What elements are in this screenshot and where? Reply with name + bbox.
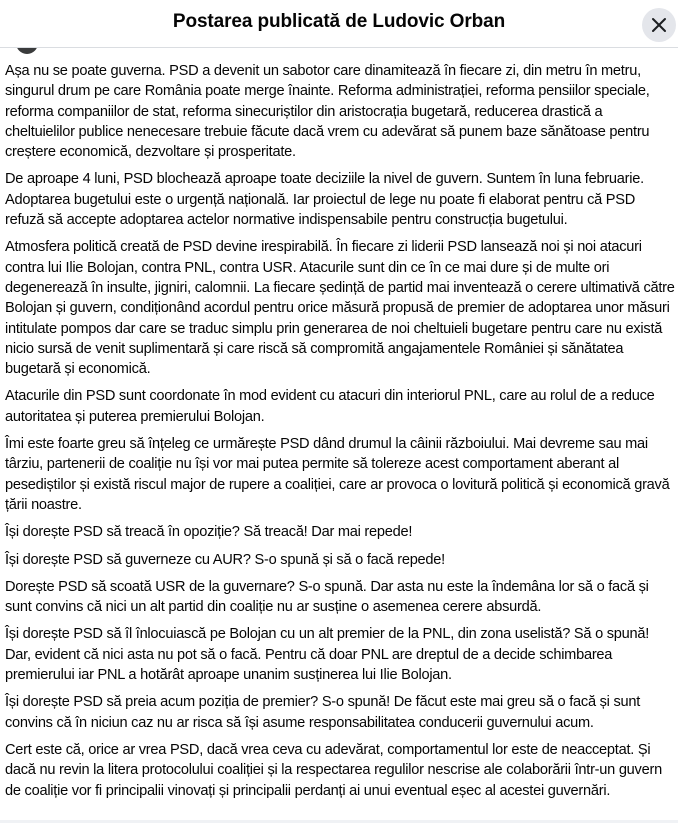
post-paragraph: Își dorește PSD să guverneze cu AUR? S-o spună și să o facă repede! bbox=[5, 551, 445, 568]
post-text bbox=[5, 61, 675, 808]
post-paragraph: Își dorește PSD să îl înlocuiască pe Bolojan cu un alt premier de la PNL, din zona uselistă? Să o spună! Dar, evident că nici asta nu pot să o facă. Pentru că doar PNL are dreptul de a decide schimbarea premierului iar PNL a hotărât aproape unanim susținerea lui Ilie Bolojan. bbox=[5, 626, 650, 684]
post-paragraph: Dorește PSD să scoată USR de la guvernare? S-o spună. Dar asta nu este la îndemâna lor să o facă și sunt convins că nici un alt partid din coaliție nu ar susține o asemenea cerere absurdă. bbox=[5, 578, 649, 616]
post-paragraph: Îmi este foarte greu să înțeleg ce urmărește PSD dând drumul la câinii războiului. Mai devreme sau mai târziu, partenerii de coaliție nu își vor mai putea permite să tolereze acest comportament aberant al pesediștilor și există riscul major de rupere a coaliției, care ar provoca o lovitură politică și economică gravă țării noastre. bbox=[5, 436, 670, 513]
post-paragraph: Cert este că, orice ar vrea PSD, dacă vrea ceva cu adevărat, comportamentul lor este de neacceptat. Și dacă nu revin la litera protocolului coaliției și la respectarea regulilor nescrise ale colaborării într-un guvern de coaliție vor fi principalii vinovați și principalii perdanți ai unui eventual eșec al acestei guvernări. bbox=[5, 741, 662, 799]
post-paragraph: Atacurile din PSD sunt coordonate în mod evident cu atacuri din interiorul PNL, care au rolul de a reduce autoritatea și puterea premierului Bolojan. bbox=[5, 388, 655, 425]
post-paragraph: Așa nu se poate guverna. PSD a devenit un sabotor care dinamitează în fiecare zi, din metru în metru, singurul drum pe care România poate merge înainte. Reforma administrației, reforma pensiilor speciale, reforma companiilor de stat, reforma sinecuriștilor din aristocrația bugetară, reducerea drastică a cheltuielilor publice nenecesare trebuie făcute dacă vrem cu adevărat să punem baze sănătoase pentru creștere economică, dezvoltare și prosperitate. bbox=[5, 63, 650, 161]
dialog-title: Postarea publicată de Ludovic Orban bbox=[172, 11, 506, 32]
close-icon bbox=[651, 17, 667, 33]
dialog-header bbox=[0, 0, 678, 48]
post-paragraph: Își dorește PSD să preia acum poziția de premier? S-o spună! De făcut este mai greu să o facă și sunt convins că în niciun caz nu ar risca să își asume responsabilitatea conducerii guvernului acum. bbox=[5, 694, 641, 731]
post-paragraph: Atmosfera politică creată de PSD devine irespirabilă. În fiecare zi liderii PSD lansează noi și noi atacuri contra lui Ilie Bolojan, contra PNL, contra USR. Atacurile sunt din ce în ce mai dure și de multe ori degenerează în insulte, jigniri, calomnii. La fiecare ședință de partid mai inventează o cerere ultimativă către Bolojan și guvern, condiționând acordul pentru orice măsură propusă de premier de adoptarea unor măsuri intitulate pompos dar care se traduc simplu prin generarea de noi cheltuieli bugetare pentru care nu există nicio sursă de venit suplimentară și care riscă să compromită angajamentele României și sănătatea bugetară și economică. bbox=[5, 239, 675, 378]
post-paragraph: Își dorește PSD să treacă în opoziție? Să treacă! Dar mai repede! bbox=[5, 524, 413, 541]
author-avatar[interactable] bbox=[16, 48, 38, 57]
close-button[interactable] bbox=[642, 8, 676, 42]
post-paragraph: De aproape 4 luni, PSD blochează aproape toate deciziile la nivel de guvern. Suntem în luna februarie. Adoptarea bugetului este o urgență națională. Iar proiectul de lege nu poate fi elaborat pentru că PSD refuză să accepte adoptarea actelor normative indispensabile pentru construcția bugetului. bbox=[5, 171, 644, 229]
